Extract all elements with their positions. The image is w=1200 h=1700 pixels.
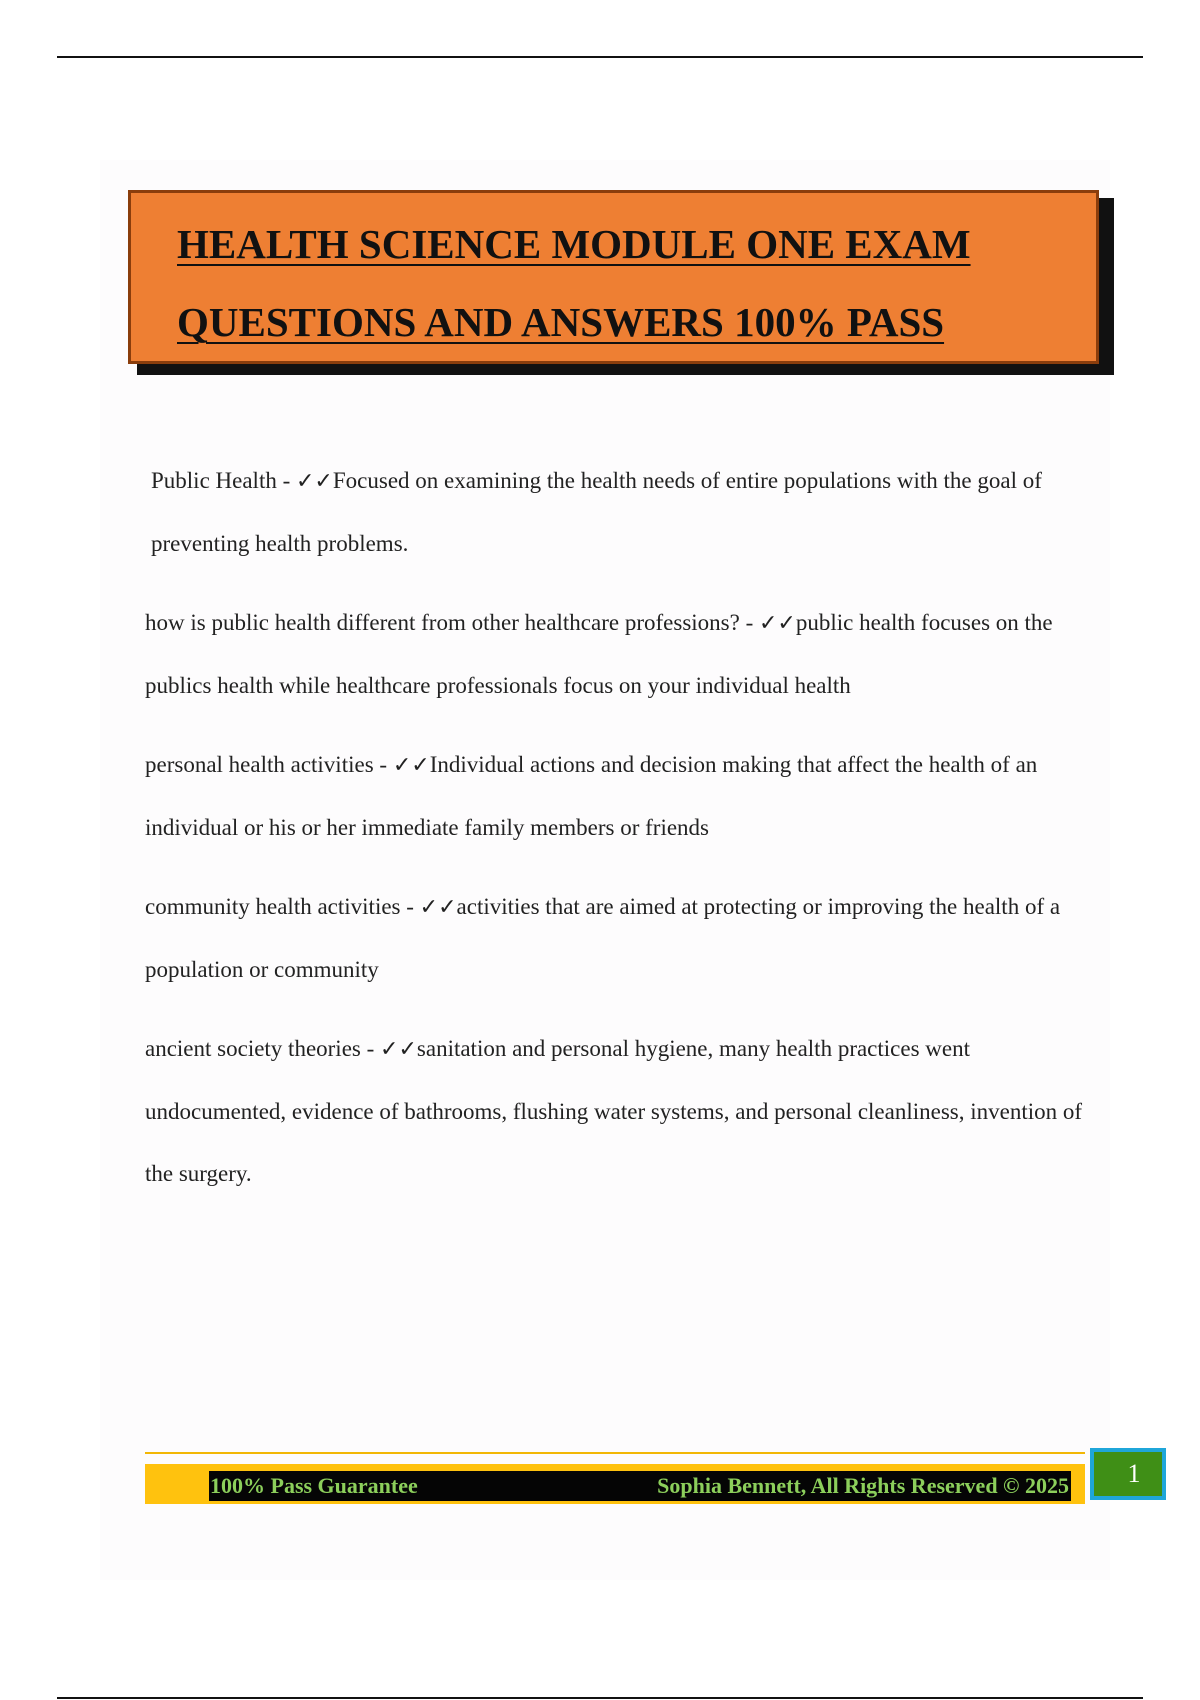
document-title-line-1: HEALTH SCIENCE MODULE ONE EXAM	[177, 221, 971, 267]
qa-entry	[145, 734, 1105, 859]
qa-term: Public Health -	[151, 468, 296, 493]
top-rule	[57, 56, 1143, 58]
qa-entry	[145, 1018, 1105, 1205]
checkmark-icon: ✓✓	[296, 469, 333, 494]
checkmark-icon: ✓✓	[380, 1037, 417, 1062]
checkmark-icon: ✓✓	[758, 611, 796, 636]
footer-guarantee-text: 100% Pass Guarantee	[210, 1473, 418, 1498]
qa-list	[145, 450, 1105, 1222]
footer-rule	[145, 1452, 1085, 1454]
checkmark-icon: ✓✓	[419, 895, 457, 920]
page-number: 1	[1090, 1448, 1166, 1500]
qa-term: community health activities -	[145, 894, 420, 919]
bottom-rule	[57, 1697, 1143, 1699]
footer-copyright-text: Sophia Bennett, All Rights Reserved © 2025	[657, 1473, 1069, 1498]
qa-answer: sanitation and personal hygiene, many health practices went undocumented, evidence of bathrooms, flushing water systems, and personal cleanliness, invention of the surgery.	[145, 1036, 1083, 1186]
qa-term: ancient society theories -	[145, 1036, 381, 1061]
qa-term: how is public health different from other healthcare professions? -	[145, 610, 759, 635]
qa-answer: public health focuses on the publics health while healthcare professionals focus on your individual health	[145, 610, 1053, 698]
qa-answer: Focused on examining the health needs of entire populations with the goal of preventing health problems.	[151, 468, 1042, 556]
qa-entry	[145, 450, 1105, 575]
checkmark-icon: ✓✓	[392, 753, 430, 778]
qa-term: personal health activities -	[145, 752, 393, 777]
qa-entry	[145, 876, 1105, 1001]
qa-answer: activities that are aimed at protecting or improving the health of a population or community	[145, 894, 1061, 982]
document-title-line-2: QUESTIONS AND ANSWERS 100% PASS	[177, 299, 945, 345]
title-box	[128, 190, 1099, 364]
qa-answer: Individual actions and decision making that affect the health of an individual or his or her immediate family members or friends	[145, 752, 1038, 840]
qa-entry	[145, 592, 1105, 717]
